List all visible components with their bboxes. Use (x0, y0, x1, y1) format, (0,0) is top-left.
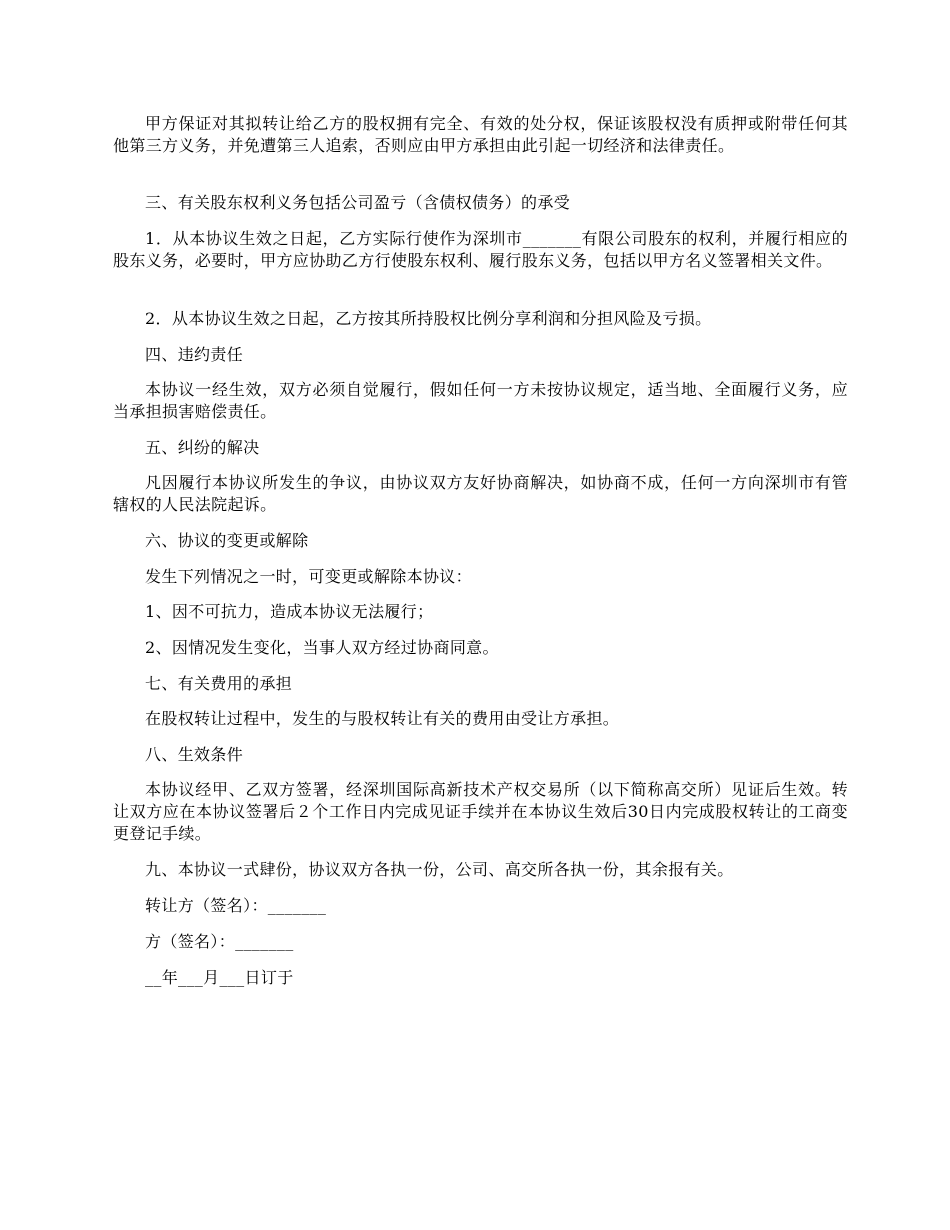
signature-transferor: 转让方（签名）：_______ (145, 896, 327, 915)
change-item-1: 1、因不可抗力，造成本协议无法履行； (145, 602, 434, 621)
section-heading-8: 八、生效条件 (145, 745, 244, 764)
paragraph-fees: 在股权转让过程中，发生的与股权转让有关的费用由受让方承担。 (145, 709, 620, 728)
date-line: __年___月___日订于 (145, 968, 294, 987)
section-heading-9: 九、本协议一式肆份，协议双方各执一份，公司、高交所各执一份，其余报有关。 (145, 860, 734, 879)
clause-3-1: 1．从本协议生效之日起，乙方实际行使作为深圳市_______有限公司股东的权利，并履行相应的股东义务，必要时，甲方应协助乙方行使股东权利、履行股东义务，包括以甲方名义签署相关文件。 (113, 229, 848, 270)
clause-3-2: 2．从本协议生效之日起，乙方按其所持股权比例分享利润和分担风险及亏损。 (145, 309, 712, 328)
paragraph-warranty: 甲方保证对其拟转让给乙方的股权拥有完全、有效的处分权，保证该股权没有质押或附带任何其他第三方义务，并免遭第三人追索，否则应由甲方承担由此引起一切经济和法律责任。 (113, 114, 848, 155)
section-heading-6: 六、协议的变更或解除 (145, 531, 309, 550)
paragraph-dispute: 凡因履行本协议所发生的争议，由协议双方友好协商解决，如协商不成，任何一方向深圳市有管辖权的人民法院起诉。 (113, 473, 848, 514)
section-heading-4: 四、违约责任 (145, 345, 244, 364)
section-heading-3: 三、有关股东权利义务包括公司盈亏（含债权债务）的承受 (145, 193, 571, 212)
signature-party: 方（签名）：_______ (145, 932, 294, 951)
paragraph-change-intro: 发生下列情况之一时，可变更或解除本协议： (145, 567, 473, 586)
paragraph-effective: 本协议经甲、乙双方签署，经深圳国际高新技术产权交易所（以下简称高交所）见证后生效。转让双方应在本协议签署后２个工作日内完成见证手续并在本协议生效后30日内完成股权转让的工商变更登记手续。 (113, 780, 848, 843)
section-heading-5: 五、纠纷的解决 (145, 438, 260, 457)
change-item-2: 2、因情况发生变化，当事人双方经过协商同意。 (145, 638, 499, 657)
paragraph-liability: 本协议一经生效，双方必须自觉履行，假如任何一方未按协议规定，适当地、全面履行义务，应当承担损害赔偿责任。 (113, 380, 848, 421)
section-heading-7: 七、有关费用的承担 (145, 674, 293, 693)
